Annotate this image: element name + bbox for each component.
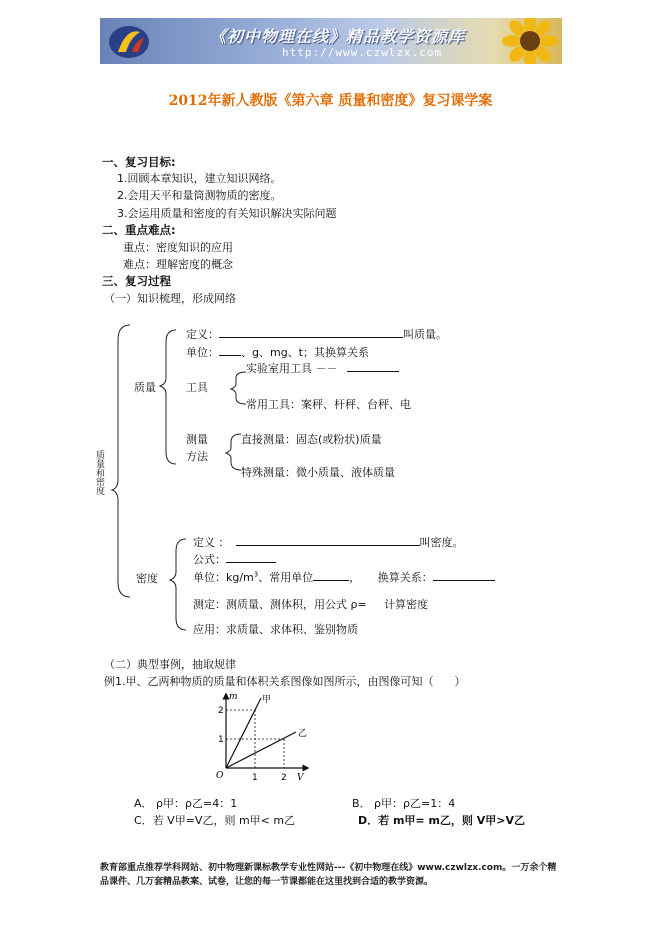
fill-blank[interactable]	[433, 570, 495, 581]
key-point: 重点：密度知识的应用	[123, 241, 233, 254]
measure-density: 测定：测质量、测体积，用公式 ρ= 计算密度	[193, 598, 429, 611]
goal-item: 1.回顾本章知识，建立知识网络。	[117, 172, 282, 185]
direct-measurement: 直接测量：固态(或粉状)质量	[241, 433, 382, 446]
option-c[interactable]: C．若 V甲=V乙，则 m甲< m乙	[134, 814, 296, 827]
lab-tool	[246, 360, 399, 376]
special-measurement: 特殊测量：微小质量、液体质量	[241, 466, 395, 479]
mindmap-mass: 质量	[134, 381, 156, 394]
mass-unit-label: 单位：	[186, 346, 219, 359]
x-tick-label: 2	[281, 773, 287, 783]
part1-heading: （一）知识梳理，形成网络	[104, 292, 236, 305]
difficulty-point: 难点：理解密度的概念	[123, 258, 233, 271]
y-axis-label: m	[229, 692, 238, 702]
fill-blank[interactable]	[313, 570, 349, 581]
fill-blank[interactable]	[219, 345, 241, 356]
density-definition-tail: 叫密度。	[419, 536, 464, 549]
measure-method-line1: 测量	[186, 433, 208, 446]
goal-item: 2.会用天平和量筒测物质的密度。	[117, 189, 282, 202]
mass-definition-label: 定义：	[186, 328, 219, 341]
page-footer: 教育部重点推荐学科网站、初中物理新课标教学专业性网站---《初中物理在线》www.czwlzx.com。一万余个精品课件、几万套精品教案、试卷，让您的每一节课都能在这里找到合适的教学资源。	[100, 863, 557, 887]
density-application: 应用：求质量、求体积、鉴别物质	[193, 623, 358, 636]
banner-title: 《初中物理在线》精品教学资源库	[210, 27, 466, 46]
y-tick-label: 2	[218, 706, 224, 716]
goals-heading: 一、复习目标:	[102, 155, 176, 169]
mass-definition	[186, 326, 447, 342]
x-tick-label: 1	[252, 773, 258, 783]
x-axis-label: V	[297, 773, 304, 783]
mass-unit-tail: 、g、mg、t；其换算关系	[241, 346, 369, 359]
line-yi	[226, 732, 296, 768]
mindmap-density: 密度	[136, 572, 158, 585]
document-title: 2012年新人教版《第六章 质量和密度》复习课学案	[168, 93, 493, 109]
density-unit-mid: 、常用单位	[258, 571, 314, 584]
density-unit	[193, 569, 495, 585]
option-d[interactable]: D．若 m甲= m乙，则 V甲>V乙	[358, 814, 526, 827]
process-heading: 三、复习过程	[102, 274, 171, 288]
example-question: 例1.甲、乙两种物质的质量和体积关系图像如图所示，由图像可知（ ）	[104, 675, 466, 688]
density-formula	[193, 551, 276, 567]
banner-url[interactable]: http://www.czwlzx.com	[282, 46, 443, 59]
lab-tool-label: 实验室用工具 －－	[246, 362, 338, 375]
fill-blank[interactable]	[347, 361, 399, 372]
density-definition	[193, 534, 464, 550]
mindmap-tools: 工具	[186, 381, 208, 394]
option-b[interactable]: B． ρ甲：ρ乙=1：4	[352, 797, 456, 810]
mass-unit	[186, 344, 369, 360]
fill-blank[interactable]	[236, 535, 420, 546]
option-a[interactable]: A． ρ甲：ρ乙=4：1	[134, 797, 238, 810]
mindmap-root: 质量和密度	[96, 451, 106, 497]
density-definition-label: 定义 ：	[193, 536, 230, 549]
mass-volume-graph	[212, 690, 312, 784]
line-jia	[226, 698, 261, 768]
common-tools: 常用工具：案秤、杆秤、台秤、电	[246, 398, 411, 411]
line-yi-label: 乙	[298, 729, 308, 739]
line-jia-label: 甲	[262, 695, 272, 705]
fill-blank[interactable]	[219, 327, 403, 338]
gridlines	[226, 710, 284, 768]
density-unit-sup: 3	[253, 570, 259, 579]
origin-label: O	[216, 771, 224, 781]
density-unit-conversion: ， 换算关系：	[349, 571, 433, 584]
goal-item: 3.会运用质量和密度的有关知识解决实际问题	[117, 207, 337, 220]
key-heading: 二、重点难点:	[102, 223, 176, 237]
formula-label: 公式：	[193, 553, 226, 566]
measure-method-line2: 方法	[186, 450, 208, 463]
y-tick-label: 1	[218, 735, 224, 745]
part2-heading: （二）典型事例，抽取规律	[104, 658, 236, 671]
mass-definition-tail: 叫质量。	[403, 328, 447, 341]
fill-blank[interactable]	[226, 552, 276, 563]
density-unit-label: 单位：kg/m	[193, 571, 254, 584]
